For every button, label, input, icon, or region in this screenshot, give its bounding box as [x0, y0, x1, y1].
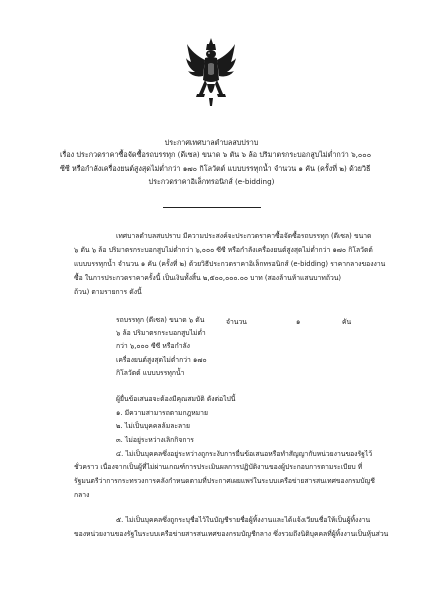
paragraph-line: ซื้อ ในการประกวดราคาครั้งนี้ เป็นเงินทั้งสิ้น ๒,๕๐๐,๐๐๐.๐๐ บาท (สองล้านห้าแสนบาทถ้วน) — [74, 274, 342, 282]
item-description-line: กิโลวัตต์ แบบบรรทุกน้ำ — [116, 369, 185, 377]
qualification-item: ๔. ไม่เป็นบุคคลซึ่งอยู่ระหว่างถูกระงับการยื่นข้อเสนอหรือทำสัญญากับหน่วยงานของรัฐไว้ — [116, 450, 373, 458]
quantity-label: จำนวน — [226, 318, 247, 326]
document-issuer: ประกาศเทศบาลตำบลสบปราบ — [164, 138, 259, 147]
quantity-unit: คัน — [342, 318, 352, 326]
qualifications-heading: ผู้ยื่นข้อเสนอจะต้องมีคุณสมบัติ ดังต่อไปนี้ — [116, 395, 236, 403]
quantity-value: ๑ — [296, 318, 301, 326]
item-description-line: รถบรรทุก (ดีเซล) ขนาด ๖ ตัน — [116, 316, 205, 324]
item-description-line: ๖ ล้อ ปริมาตรกระบอกสูบไม่ต่ำ — [116, 329, 206, 337]
heading-divider — [163, 207, 261, 208]
qualification-item: ๑. มีความสามารถตามกฎหมาย — [116, 409, 208, 417]
paragraph-line: เทศบาลตำบลสบปราบ มีความประสงค์จะประกวดราคาซื้อจัดซื้อรถบรรทุก (ดีเซล) ขนาด — [116, 232, 372, 240]
qualification-item-continued: รัฐมนตรีว่าการกระทรวงการคลังกำหนดตามที่ประกาศเผยแพร่ในระบบเครือข่ายสารสนเทศของกรมบัญชี — [74, 477, 375, 485]
garuda-emblem — [185, 36, 237, 108]
item-description-line: เครื่องยนต์สูงสุดไม่ต่ำกว่า ๑๗๐ — [116, 356, 207, 364]
subject-line-2: ซีซี หรือกำลังเครื่องยนต์สูงสุดไม่ต่ำกว่า ๑๗๐ กิโลวัตต์ แบบบรรทุกน้ำ จำนวน ๑ คัน (ครั้งที่ ๒) ด้วยวิธี — [60, 164, 371, 173]
subject-line-1: เรื่อง ประกวดราคาซื้อจัดซื้อรถบรรทุก (ดีเซล) ขนาด ๖ ตัน ๖ ล้อ ปริมาตรกระบอกสูบไม่ต่ำกว่า ๖,๐๐๐ — [60, 150, 372, 159]
paragraph-line: แบบบรรทุกน้ำ จำนวน ๑ คัน (ครั้งที่ ๒) ด้วยวิธีประกวดราคาอิเล็กทรอนิกส์ (e-bidding) ราคากลางของงาน — [74, 260, 386, 268]
paragraph-line: ถ้วน) ตามรายการ ดังนี้ — [74, 288, 142, 296]
qualification-item-continued: กลาง — [74, 491, 90, 499]
qualification-item: ๕. ไม่เป็นบุคคลซึ่งถูกระบุชื่อไว้ในบัญชีรายชื่อผู้ทิ้งงานและได้แจ้งเวียนชื่อให้เป็นผู้ทิ้งงาน — [116, 516, 371, 524]
qualification-item-continued: ชั่วคราว เนื่องจากเป็นผู้ที่ไม่ผ่านเกณฑ์การประเมินผลการปฏิบัติงานของผู้ประกอบการตามระเบียบ ที่ — [74, 463, 363, 471]
qualification-item: ๓. ไม่อยู่ระหว่างเลิกกิจการ — [116, 436, 194, 444]
qualification-item: ๒. ไม่เป็นบุคคลล้มละลาย — [116, 422, 190, 430]
subject-line-3: ประกวดราคาอิเล็กทรอนิกส์ (e-bidding) — [148, 177, 275, 186]
paragraph-line: ๖ ตัน ๖ ล้อ ปริมาตรกระบอกสูบไม่ต่ำกว่า ๖,๐๐๐ ซีซี หรือกำลังเครื่องยนต์สูงสุดไม่ต่ำกว่า ๑๗๐ กิโลวัตต์ — [74, 246, 373, 254]
qualification-item-continued: ของหน่วยงานของรัฐในระบบเครือข่ายสารสนเทศของกรมบัญชีกลาง ซึ่งรวมถึงนิติบุคคลที่ผู้ทิ้งงานเป็นหุ้นส่วน — [74, 530, 389, 538]
item-description-line: กว่า ๖,๐๐๐ ซีซี หรือกำลัง — [116, 342, 191, 350]
